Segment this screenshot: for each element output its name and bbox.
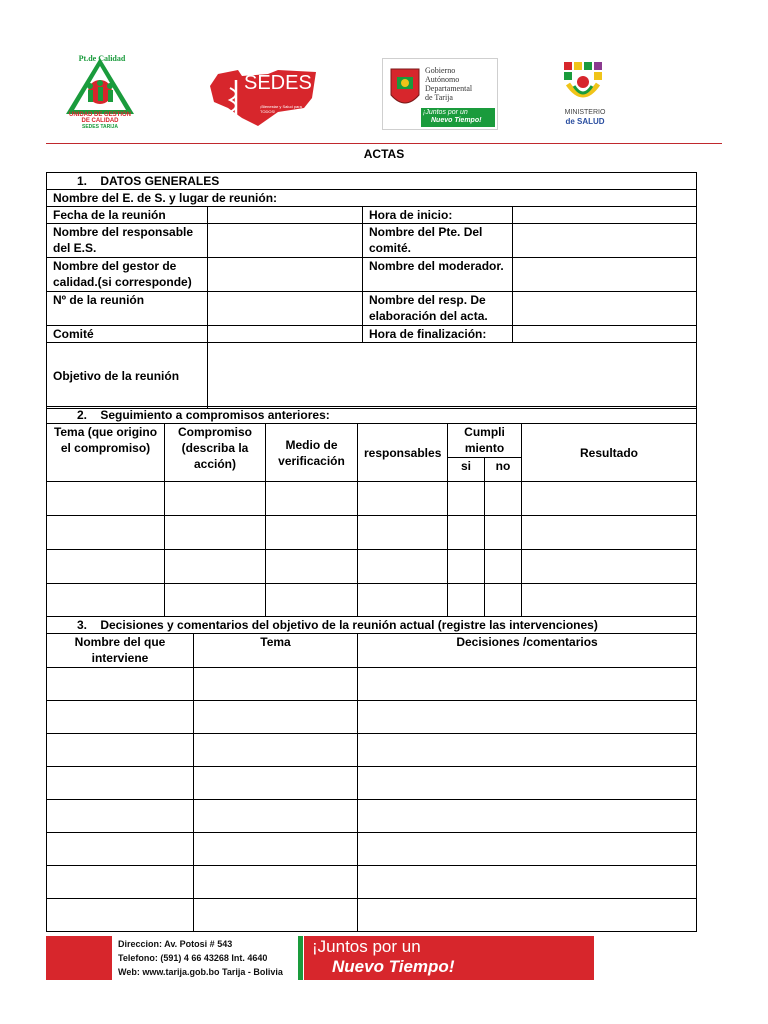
calidad-logo-line1: UNIDAD DE GESTIÓN	[68, 112, 131, 118]
cell[interactable]	[47, 701, 194, 734]
cell[interactable]	[358, 550, 448, 584]
footer-telefono: Telefono: (591) 4 66 43268 Int. 4640	[118, 953, 268, 963]
cell[interactable]	[485, 550, 522, 584]
col-medio: Medio de verificación	[266, 424, 358, 482]
col-tema-actual: Tema	[194, 634, 358, 668]
cell[interactable]	[522, 584, 697, 617]
gobierno-logo-line4: de Tarija	[425, 93, 453, 102]
label-numero-reunion: Nº de la reunión	[47, 292, 208, 326]
cell[interactable]	[47, 833, 194, 866]
cell[interactable]	[522, 482, 697, 516]
sedes-logo	[208, 68, 320, 128]
cell[interactable]	[47, 668, 194, 701]
decisiones-table	[46, 616, 697, 932]
cell[interactable]	[485, 516, 522, 550]
footer-green-stripe	[298, 936, 303, 980]
cell[interactable]	[47, 767, 194, 800]
gobierno-logo-line1: Gobierno	[425, 66, 456, 75]
table-row	[47, 584, 697, 617]
label-resp-acta: Nombre del resp. De elaboración del acta.	[363, 292, 513, 326]
label-fecha: Fecha de la reunión	[47, 207, 208, 224]
gobierno-logo-line3: Departamental	[425, 84, 473, 93]
ministerio-logo-line2: de SALUD	[565, 117, 605, 126]
ministerio-salud-logo	[558, 60, 612, 132]
label-objetivo: Objetivo de la reunión	[47, 343, 208, 409]
field-gestor[interactable]	[208, 258, 363, 292]
col-resultado: Resultado	[522, 424, 697, 482]
table-row	[47, 516, 697, 550]
cell[interactable]	[358, 767, 697, 800]
ministerio-logo-line1: MINISTERIO	[564, 109, 606, 116]
calidad-logo-line2: DE CALIDAD	[81, 118, 119, 124]
table-row	[47, 767, 697, 800]
cell[interactable]	[358, 701, 697, 734]
table-row	[47, 668, 697, 701]
datos-generales-table	[46, 172, 697, 409]
cell[interactable]	[47, 584, 165, 617]
cell[interactable]	[448, 482, 485, 516]
cell[interactable]	[47, 800, 194, 833]
cell[interactable]	[165, 584, 266, 617]
sedes-logo-tagline: ¡Bienestar y Salud para TODOS!	[260, 104, 302, 114]
cell[interactable]	[448, 516, 485, 550]
label-moderador: Nombre del moderador.	[363, 258, 513, 292]
cell[interactable]	[47, 482, 165, 516]
cell[interactable]	[194, 833, 358, 866]
field-numero-reunion[interactable]	[208, 292, 363, 326]
table-row	[47, 833, 697, 866]
cell[interactable]	[448, 584, 485, 617]
label-hora-fin: Hora de finalización:	[363, 326, 513, 343]
cell[interactable]	[358, 899, 697, 932]
cell[interactable]	[194, 800, 358, 833]
table-row	[47, 701, 697, 734]
cell[interactable]	[47, 866, 194, 899]
label-gestor: Nombre del gestor de calidad.(si corresponde)	[47, 258, 208, 292]
col-no: no	[485, 458, 522, 482]
cell[interactable]	[194, 701, 358, 734]
field-comite[interactable]	[208, 326, 363, 343]
cell[interactable]	[194, 734, 358, 767]
col-decisiones: Decisiones /comentarios	[358, 634, 697, 668]
table-row	[47, 800, 697, 833]
section3-heading: 3. Decisiones y comentarios del objetivo de la reunión actual (registre las intervenciones)	[47, 617, 697, 634]
table-row	[47, 550, 697, 584]
sedes-logo-name: SEDES	[244, 72, 312, 94]
cell[interactable]	[266, 516, 358, 550]
header-divider	[46, 143, 722, 144]
cell[interactable]	[165, 550, 266, 584]
cell[interactable]	[194, 767, 358, 800]
field-pte-comite[interactable]	[513, 224, 697, 258]
cell[interactable]	[194, 866, 358, 899]
field-moderador[interactable]	[513, 258, 697, 292]
cell[interactable]	[358, 800, 697, 833]
cell[interactable]	[522, 550, 697, 584]
calidad-logo-arc-text: Pt.de Calidad	[78, 54, 126, 63]
label-nombre-lugar: Nombre del E. de S. y lugar de reunión:	[47, 190, 697, 207]
cell[interactable]	[522, 516, 697, 550]
cell[interactable]	[47, 734, 194, 767]
cell[interactable]	[165, 482, 266, 516]
gobierno-logo-line2: Autónomo	[425, 75, 460, 84]
cell[interactable]	[358, 516, 448, 550]
label-responsable: Nombre del responsable del E.S.	[47, 224, 208, 258]
section1-heading: 1. DATOS GENERALES	[47, 173, 697, 190]
table-row	[47, 482, 697, 516]
col-tema: Tema (que origino el compromiso)	[47, 424, 165, 482]
col-responsables: responsables	[358, 424, 448, 482]
table-row	[47, 866, 697, 899]
section2-heading: 2. Seguimiento a compromisos anteriores:	[47, 407, 697, 424]
field-hora-inicio[interactable]	[513, 207, 697, 224]
cell[interactable]	[358, 668, 697, 701]
cell[interactable]	[358, 482, 448, 516]
cell[interactable]	[47, 899, 194, 932]
field-responsable[interactable]	[208, 224, 363, 258]
cell[interactable]	[194, 668, 358, 701]
cell[interactable]	[266, 482, 358, 516]
field-objetivo[interactable]	[208, 343, 697, 409]
cell[interactable]	[266, 550, 358, 584]
cell[interactable]	[266, 584, 358, 617]
document-title: ACTAS	[363, 147, 405, 161]
gobierno-tarija-logo	[382, 58, 498, 130]
cell[interactable]	[165, 516, 266, 550]
label-pte-comite: Nombre del Pte. Del comité.	[363, 224, 513, 258]
footer-slogan2: Nuevo Tiempo!	[332, 957, 455, 976]
seguimiento-table	[46, 406, 697, 617]
col-cumplimiento: Cumpli miento	[448, 424, 522, 458]
calidad-logo-line3: SEDES TARIJA	[81, 124, 119, 130]
footer-slogan1: ¡Juntos por un	[312, 937, 421, 956]
label-hora-inicio: Hora de inicio:	[363, 207, 513, 224]
field-fecha[interactable]	[208, 207, 363, 224]
footer-red-bar	[46, 936, 112, 980]
col-nombre-interviene: Nombre del que interviene	[47, 634, 194, 668]
cell[interactable]	[358, 833, 697, 866]
col-compromiso: Compromiso (describa la acción)	[165, 424, 266, 482]
gobierno-logo-slogan2: Nuevo Tiempo!	[431, 117, 482, 124]
table-row	[47, 899, 697, 932]
cell[interactable]	[358, 584, 448, 617]
table-row	[47, 734, 697, 767]
cell[interactable]	[358, 734, 697, 767]
field-hora-fin[interactable]	[513, 326, 697, 343]
cell[interactable]	[485, 482, 522, 516]
cell[interactable]	[358, 866, 697, 899]
field-resp-acta[interactable]	[513, 292, 697, 326]
cell[interactable]	[485, 584, 522, 617]
label-comite: Comité	[47, 326, 208, 343]
cell[interactable]	[47, 516, 165, 550]
cell[interactable]	[448, 550, 485, 584]
cell[interactable]	[47, 550, 165, 584]
gobierno-logo-slogan1: ¡Juntos por un	[423, 109, 468, 116]
footer-direccion: Direccion: Av. Potosi # 543	[118, 939, 233, 949]
cell[interactable]	[194, 899, 358, 932]
calidad-logo	[62, 52, 138, 130]
footer-web: Web: www.tarija.gob.bo Tarija - Bolivia	[118, 967, 283, 977]
col-si: si	[448, 458, 485, 482]
